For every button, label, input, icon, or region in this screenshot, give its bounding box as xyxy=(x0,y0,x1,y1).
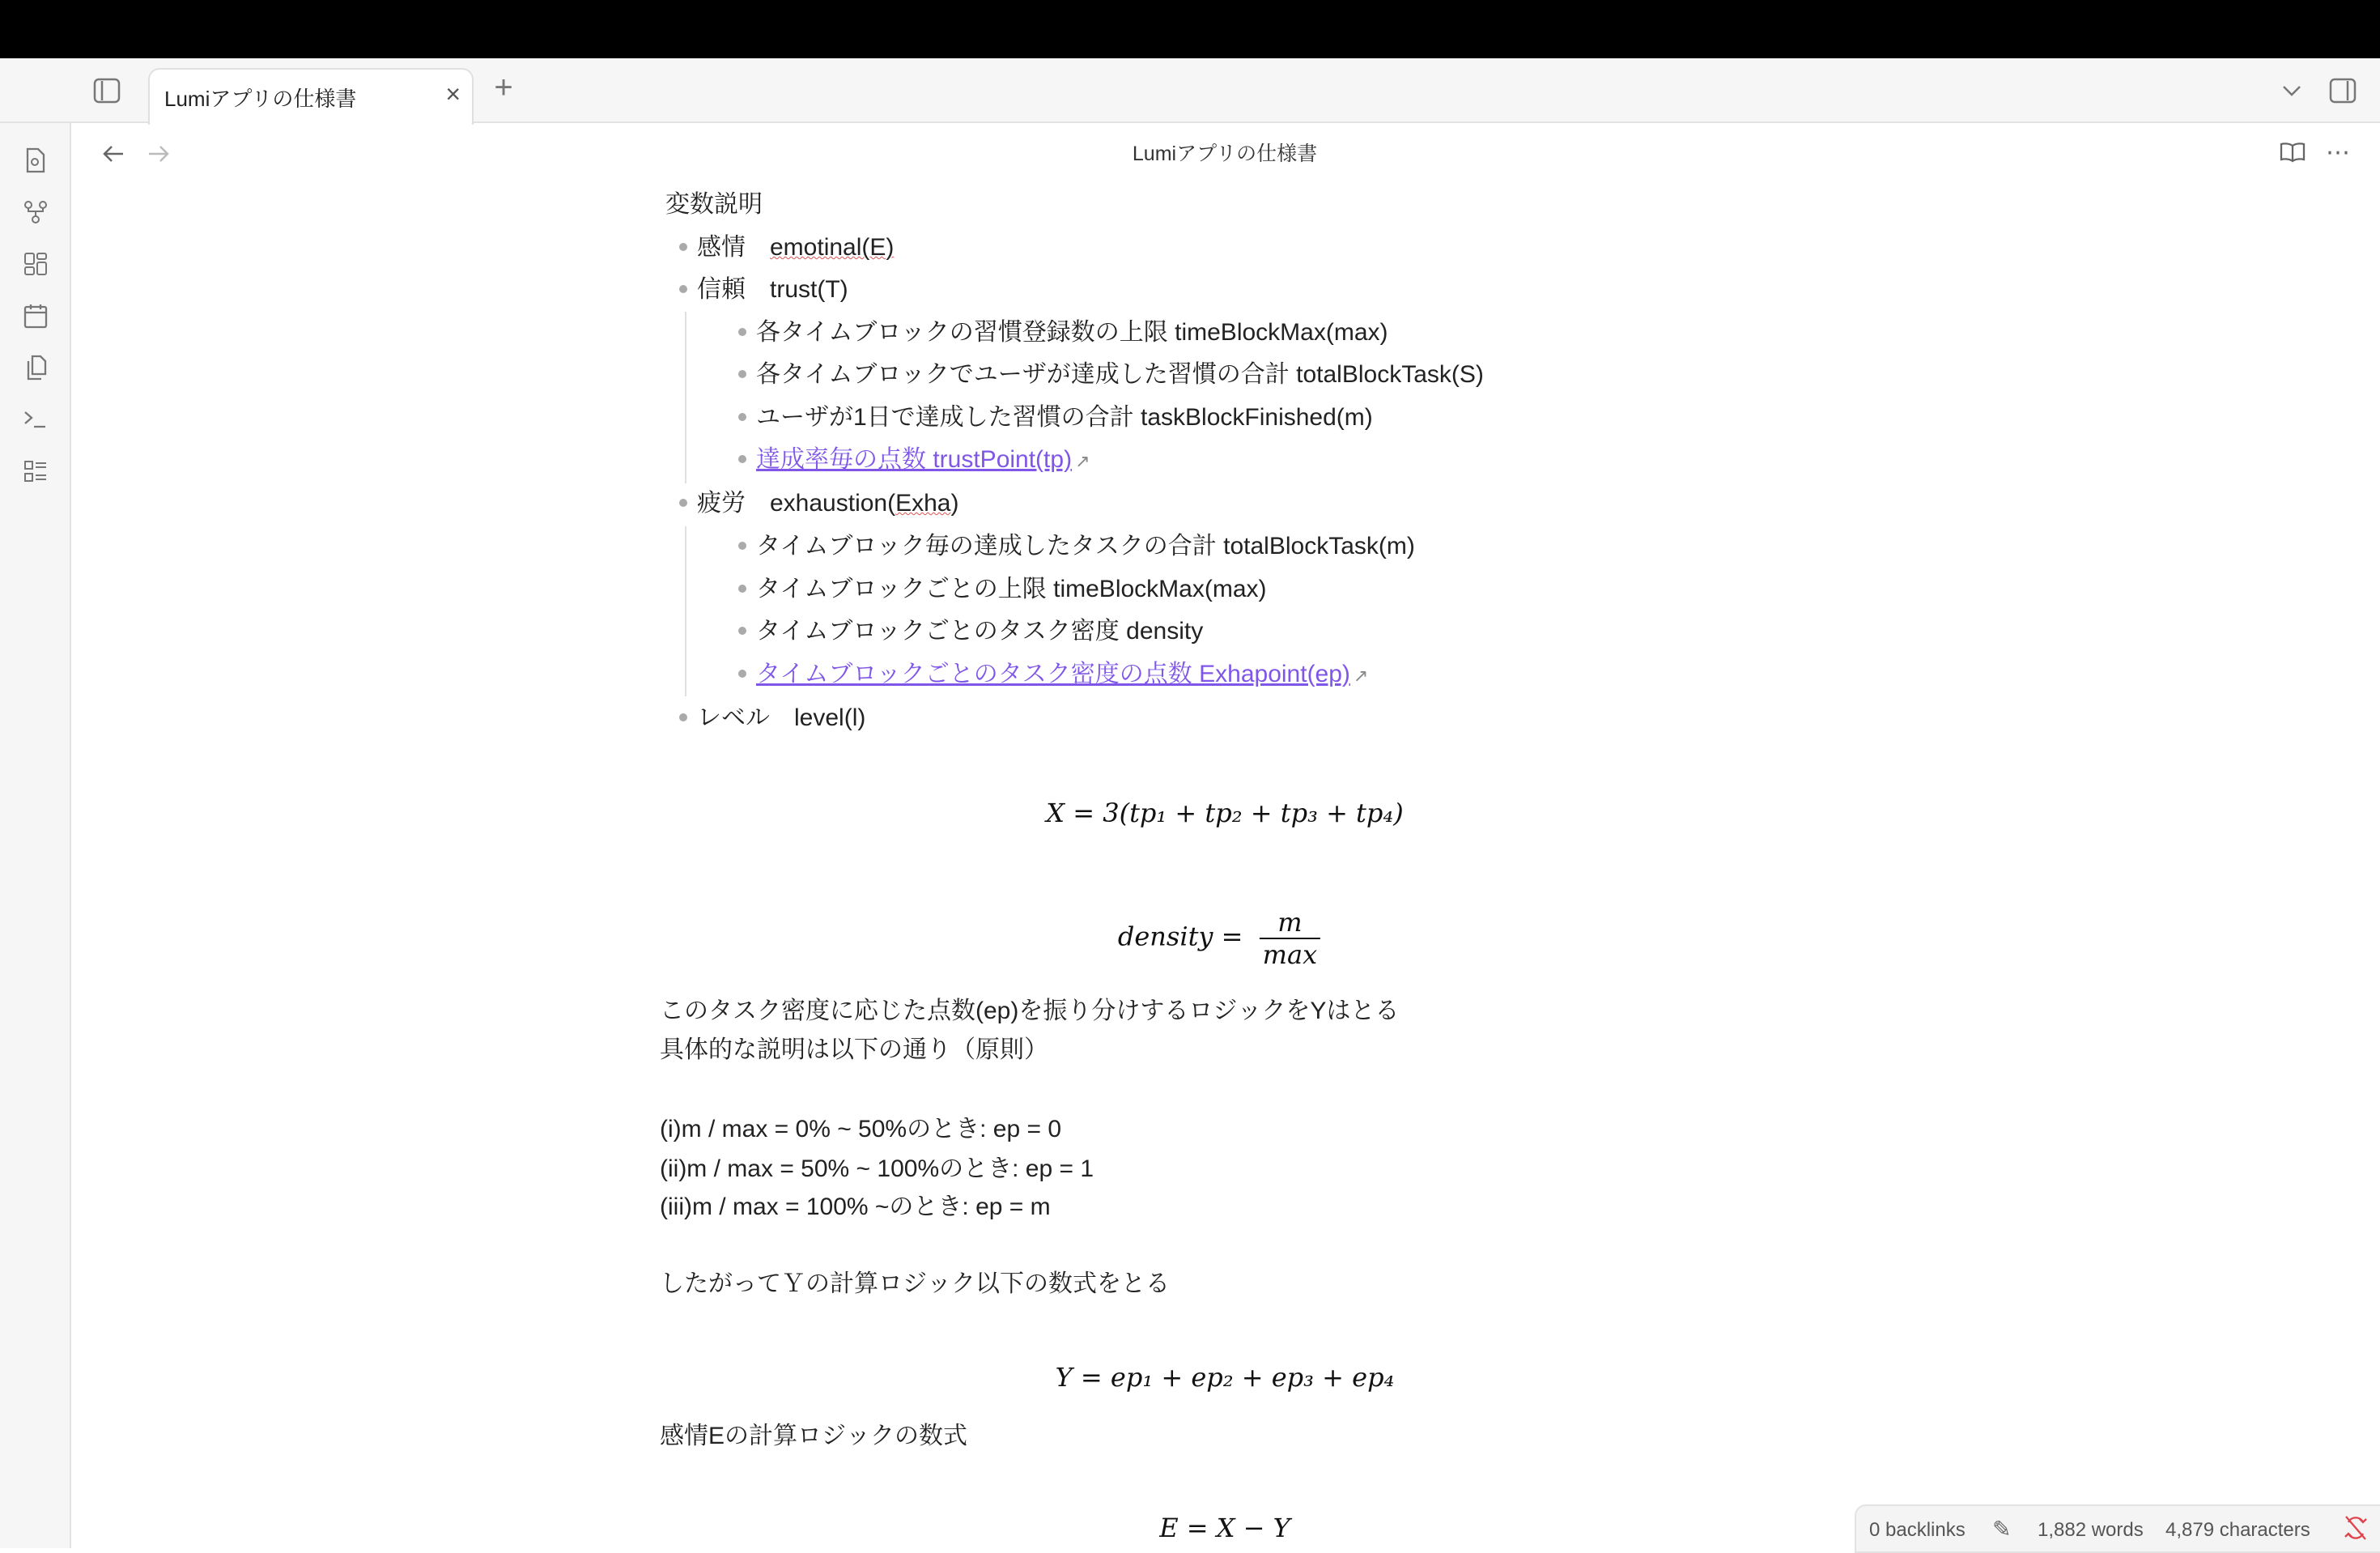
sidebar-toggle-icon[interactable] xyxy=(92,76,121,105)
item-term: exhaustion( xyxy=(770,490,896,517)
exhapoint-link[interactable]: タイムブロックごとのタスク密度の点数 Exhapoint(ep) xyxy=(756,661,1350,687)
new-tab-icon[interactable]: + xyxy=(494,70,513,105)
status-bar xyxy=(1855,1504,2380,1553)
paragraph: 感情Eの計算ロジックの数式 xyxy=(660,1423,968,1449)
list-item: 各タイムブロックでユーザが達成した習慣の合計 totalBlockTask(S) xyxy=(756,361,1484,388)
graph-view-icon[interactable] xyxy=(19,196,52,228)
list-bullet xyxy=(738,328,746,336)
list-item: タイムブロックごとの上限 timeBlockMax(max) xyxy=(756,576,1267,602)
rule-line: (iii)m / max = 100% ~のとき: ep = m xyxy=(660,1193,1051,1220)
paragraph: このタスク密度に応じた点数(ep)を振り分けするロジックをYはとる xyxy=(660,998,1400,1024)
item-term: trust(T) xyxy=(770,276,848,303)
item-term-misspelled: Exha xyxy=(895,490,951,517)
list-item-trust xyxy=(697,274,848,306)
item-term-close: ) xyxy=(950,490,959,517)
chevron-down-icon[interactable] xyxy=(2279,78,2305,104)
formula-e: E = X − Y xyxy=(1159,1513,1290,1543)
close-tab-icon[interactable]: × xyxy=(445,79,461,108)
list-bullet xyxy=(679,499,687,507)
formula-lhs: density = xyxy=(1117,921,1243,952)
trust-point-link[interactable]: 達成率毎の点数 trustPoint(tp) xyxy=(756,446,1073,473)
tab-active[interactable] xyxy=(148,68,474,125)
item-term: level(l) xyxy=(794,704,866,731)
list-item-exhaustion xyxy=(697,487,959,520)
item-label: 感情 xyxy=(697,234,770,261)
canvas-icon[interactable] xyxy=(19,248,52,280)
backlinks-count[interactable]: 0 backlinks xyxy=(1869,1519,1966,1541)
character-count: 4,879 characters xyxy=(2165,1519,2310,1541)
item-term: emotinal(E) xyxy=(770,234,895,261)
edit-mode-pencil-icon[interactable]: ✎ xyxy=(1992,1517,2012,1542)
indent-guide xyxy=(685,526,686,696)
rule-line: (i)m / max = 0% ~ 50%のとき: ep = 0 xyxy=(660,1116,1062,1142)
rule-line: (ii)m / max = 50% ~ 100%のとき: ep = 1 xyxy=(660,1155,1094,1182)
sync-error-icon[interactable] xyxy=(2344,1514,2368,1547)
list-item: ユーザが1日で達成した習慣の合計 taskBlockFinished(m) xyxy=(756,404,1373,431)
list-bullet xyxy=(738,670,746,678)
system-top-bar xyxy=(0,0,2380,58)
list-item-link[interactable] xyxy=(756,444,1090,478)
list-item: 各タイムブロックの習慣登録数の上限 timeBlockMax(max) xyxy=(756,319,1388,346)
list-bullet xyxy=(679,285,687,293)
list-bullet xyxy=(738,370,746,378)
formula-x: X = 3(tp₁ + tp₂ + tp₃ + tp₄) xyxy=(1046,798,1404,828)
copy-files-icon[interactable] xyxy=(19,351,52,384)
list-item: タイムブロックごとのタスク密度 density xyxy=(756,618,1204,645)
item-label: 疲労 xyxy=(697,490,770,517)
list-item: タイムブロック毎の達成したタスクの合計 totalBlockTask(m) xyxy=(756,533,1415,560)
list-bullet xyxy=(679,713,687,721)
formula-density xyxy=(1118,907,1320,970)
paragraph: したがってＹの計算ロジック以下の数式をとる xyxy=(660,1270,1170,1297)
list-item-level xyxy=(697,702,865,734)
calendar-icon[interactable] xyxy=(19,300,52,332)
list-bullet xyxy=(738,542,746,550)
list-item-link[interactable] xyxy=(756,658,1368,692)
item-label: レベル xyxy=(697,704,794,731)
denominator: max xyxy=(1262,939,1318,970)
left-ribbon xyxy=(0,123,71,1548)
reading-view-icon[interactable] xyxy=(2278,138,2307,167)
tab-title: Lumiアプリの仕様書 xyxy=(164,87,357,111)
list-bullet xyxy=(679,243,687,251)
fraction xyxy=(1260,907,1320,970)
list-bullet xyxy=(738,585,746,593)
list-bullet xyxy=(738,627,746,635)
list-bullet xyxy=(738,413,746,421)
checklist-icon[interactable] xyxy=(19,455,52,487)
section-heading: 変数説明 xyxy=(665,191,763,218)
numerator: m xyxy=(1260,907,1320,939)
right-sidebar-toggle-icon[interactable] xyxy=(2328,76,2357,105)
external-link-icon: ↗ xyxy=(1353,666,1369,686)
tab-bar xyxy=(0,58,2380,123)
item-label: 信頼 xyxy=(697,276,770,303)
list-bullet xyxy=(738,455,746,463)
indent-guide xyxy=(685,312,686,483)
terminal-icon[interactable] xyxy=(19,403,52,436)
view-header-title: Lumiアプリの仕様書 xyxy=(1132,143,1318,165)
word-count: 1,882 words xyxy=(2038,1519,2144,1541)
external-link-icon: ↗ xyxy=(1075,451,1090,471)
list-item-emotion xyxy=(697,232,894,264)
formula-y: Y = ep₁ + ep₂ + ep₃ + ep₄ xyxy=(1055,1362,1395,1393)
more-options-icon[interactable]: ⋯ xyxy=(2326,138,2350,166)
paragraph: 具体的な説明は以下の通り（原則） xyxy=(660,1036,1048,1063)
